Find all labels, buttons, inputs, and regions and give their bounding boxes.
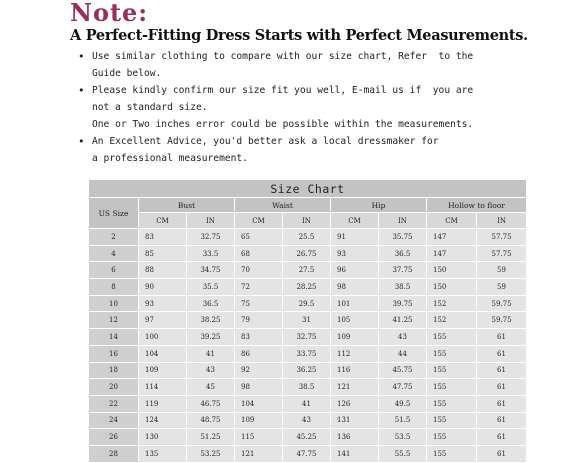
- measurement-cell: 115: [235, 429, 283, 446]
- us-size-cell: 12: [89, 312, 139, 329]
- table-row: [89, 412, 527, 429]
- measurement-cell: 100: [139, 329, 187, 346]
- group-header: Waist: [235, 198, 331, 213]
- measurement-cell: 155: [427, 445, 477, 462]
- measurement-cell: 155: [427, 395, 477, 412]
- measurement-cell: 119: [139, 395, 187, 412]
- measurement-cell: 104: [235, 395, 283, 412]
- note-line: Please kindly confirm our size fit you well, E-mail us if you are: [92, 85, 474, 96]
- table-row: [89, 312, 527, 329]
- measurement-cell: 97: [139, 312, 187, 329]
- measurement-cell: 61: [477, 412, 527, 429]
- measurement-cell: 39.75: [379, 295, 427, 312]
- measurement-cell: 126: [331, 395, 379, 412]
- measurement-cell: 104: [139, 345, 187, 362]
- measurement-cell: 135: [139, 445, 187, 462]
- measurement-cell: 155: [427, 379, 477, 396]
- measurement-cell: 61: [477, 445, 527, 462]
- measurement-cell: 136: [331, 429, 379, 446]
- table-row: [89, 345, 527, 362]
- measurement-cell: 47.75: [283, 445, 331, 462]
- note-line: Guide below.: [92, 68, 162, 79]
- measurement-cell: 32.75: [283, 329, 331, 346]
- unit-header: IN: [379, 213, 427, 229]
- measurement-cell: 29.5: [283, 295, 331, 312]
- bullet-icon: •: [78, 50, 85, 63]
- measurement-cell: 79: [235, 312, 283, 329]
- measurement-cell: 36.5: [379, 245, 427, 262]
- measurement-cell: 53.25: [187, 445, 235, 462]
- measurement-cell: 105: [331, 312, 379, 329]
- measurement-cell: 38.25: [187, 312, 235, 329]
- measurement-cell: 91: [331, 229, 379, 246]
- measurement-cell: 65: [235, 229, 283, 246]
- table-row: [89, 445, 527, 462]
- measurement-cell: 49.5: [379, 395, 427, 412]
- note-line: One or Two inches error could be possible within the measurements.: [92, 119, 474, 130]
- measurement-cell: 44: [379, 345, 427, 362]
- measurement-cell: 47.75: [379, 379, 427, 396]
- us-size-cell: 18: [89, 362, 139, 379]
- measurement-cell: 35.5: [187, 279, 235, 296]
- measurement-cell: 38.5: [379, 279, 427, 296]
- measurement-cell: 155: [427, 345, 477, 362]
- measurement-cell: 101: [331, 295, 379, 312]
- measurement-cell: 59.75: [477, 312, 527, 329]
- measurement-cell: 109: [235, 412, 283, 429]
- table-row: [89, 295, 527, 312]
- measurement-cell: 41.25: [379, 312, 427, 329]
- measurement-cell: 109: [331, 329, 379, 346]
- bullet-icon: •: [78, 135, 85, 148]
- measurement-cell: 61: [477, 429, 527, 446]
- unit-header: IN: [477, 213, 527, 229]
- measurement-cell: 92: [235, 362, 283, 379]
- unit-header: CM: [139, 213, 187, 229]
- measurement-cell: 51.25: [187, 429, 235, 446]
- measurement-cell: 39.25: [187, 329, 235, 346]
- measurement-cell: 98: [331, 279, 379, 296]
- measurement-cell: 86: [235, 345, 283, 362]
- measurement-cell: 59: [477, 279, 527, 296]
- measurement-cell: 96: [331, 262, 379, 279]
- measurement-cell: 26.75: [283, 245, 331, 262]
- us-size-cell: 10: [89, 295, 139, 312]
- measurement-cell: 25.5: [283, 229, 331, 246]
- measurement-cell: 33.5: [187, 245, 235, 262]
- size-chart-title: Size Chart: [89, 180, 527, 198]
- measurement-cell: 155: [427, 429, 477, 446]
- measurement-cell: 88: [139, 262, 187, 279]
- measurement-cell: 98: [235, 379, 283, 396]
- measurement-cell: 59.75: [477, 295, 527, 312]
- measurement-cell: 150: [427, 279, 477, 296]
- us-size-cell: 22: [89, 395, 139, 412]
- measurement-cell: 116: [331, 362, 379, 379]
- measurement-cell: 43: [379, 329, 427, 346]
- measurement-cell: 61: [477, 345, 527, 362]
- notes-list: [78, 48, 578, 167]
- measurement-cell: 121: [235, 445, 283, 462]
- table-row: [89, 229, 527, 246]
- headline: A Perfect-Fitting Dress Starts with Perfect Measurements.: [70, 27, 528, 44]
- note-line: a professional measurement.: [92, 153, 248, 164]
- measurement-cell: 53.5: [379, 429, 427, 446]
- measurement-cell: 83: [139, 229, 187, 246]
- measurement-cell: 147: [427, 229, 477, 246]
- measurement-cell: 41: [187, 345, 235, 362]
- measurement-cell: 31: [283, 312, 331, 329]
- measurement-cell: 121: [331, 379, 379, 396]
- measurement-cell: 32.75: [187, 229, 235, 246]
- measurement-cell: 28.25: [283, 279, 331, 296]
- measurement-cell: 85: [139, 245, 187, 262]
- note-line: An Excellent Advice, you'd better ask a local dressmaker for: [92, 136, 439, 147]
- measurement-cell: 37.75: [379, 262, 427, 279]
- table-row: [89, 362, 527, 379]
- measurement-cell: 93: [139, 295, 187, 312]
- us-size-cell: 28: [89, 445, 139, 462]
- measurement-cell: 155: [427, 329, 477, 346]
- table-row: [89, 329, 527, 346]
- measurement-cell: 83: [235, 329, 283, 346]
- measurement-cell: 72: [235, 279, 283, 296]
- measurement-cell: 45.75: [379, 362, 427, 379]
- table-row: [89, 429, 527, 446]
- unit-header: IN: [283, 213, 331, 229]
- measurement-cell: 61: [477, 379, 527, 396]
- table-row: [89, 395, 527, 412]
- measurement-cell: 41: [283, 395, 331, 412]
- measurement-cell: 155: [427, 412, 477, 429]
- table-row: [89, 262, 527, 279]
- unit-header: CM: [427, 213, 477, 229]
- measurement-cell: 45.25: [283, 429, 331, 446]
- size-chart-table: [88, 179, 527, 463]
- measurement-cell: 93: [331, 245, 379, 262]
- measurement-cell: 152: [427, 312, 477, 329]
- unit-header: CM: [235, 213, 283, 229]
- group-header: Hollow to floor: [427, 198, 527, 213]
- us-size-cell: 26: [89, 429, 139, 446]
- measurement-cell: 131: [331, 412, 379, 429]
- us-size-cell: 4: [89, 245, 139, 262]
- measurement-cell: 61: [477, 395, 527, 412]
- measurement-cell: 35.75: [379, 229, 427, 246]
- measurement-cell: 109: [139, 362, 187, 379]
- unit-header: CM: [331, 213, 379, 229]
- us-size-cell: 6: [89, 262, 139, 279]
- note-line: Use similar clothing to compare with our size chart, Refer to the: [92, 51, 474, 62]
- measurement-cell: 141: [331, 445, 379, 462]
- bullet-icon: •: [78, 84, 85, 97]
- measurement-cell: 43: [187, 362, 235, 379]
- note-item: [78, 82, 578, 116]
- table-row: [89, 245, 527, 262]
- measurement-cell: 59: [477, 262, 527, 279]
- measurement-cell: 150: [427, 262, 477, 279]
- measurement-cell: 38.5: [283, 379, 331, 396]
- measurement-cell: 147: [427, 245, 477, 262]
- measurement-cell: 130: [139, 429, 187, 446]
- measurement-cell: 112: [331, 345, 379, 362]
- measurement-cell: 45: [187, 379, 235, 396]
- measurement-cell: 155: [427, 362, 477, 379]
- measurement-cell: 152: [427, 295, 477, 312]
- us-size-cell: 14: [89, 329, 139, 346]
- measurement-cell: 51.5: [379, 412, 427, 429]
- measurement-cell: 48.75: [187, 412, 235, 429]
- measurement-cell: 36.25: [283, 362, 331, 379]
- note-line: not a standard size.: [92, 102, 208, 113]
- measurement-cell: 27.5: [283, 262, 331, 279]
- note-item: [78, 133, 578, 167]
- note-title: Note:: [70, 0, 149, 27]
- measurement-cell: 124: [139, 412, 187, 429]
- unit-header: IN: [187, 213, 235, 229]
- us-size-cell: 8: [89, 279, 139, 296]
- measurement-cell: 36.5: [187, 295, 235, 312]
- us-size-cell: 2: [89, 229, 139, 246]
- note-item: [78, 48, 578, 82]
- table-row: [89, 379, 527, 396]
- measurement-cell: 90: [139, 279, 187, 296]
- measurement-cell: 57.75: [477, 245, 527, 262]
- us-size-cell: 24: [89, 412, 139, 429]
- us-size-header: US Size: [89, 198, 139, 229]
- us-size-cell: 20: [89, 379, 139, 396]
- note-item: [78, 116, 578, 133]
- measurement-cell: 43: [283, 412, 331, 429]
- group-header: Hip: [331, 198, 427, 213]
- measurement-cell: 57.75: [477, 229, 527, 246]
- measurement-cell: 114: [139, 379, 187, 396]
- measurement-cell: 46.75: [187, 395, 235, 412]
- measurement-cell: 61: [477, 329, 527, 346]
- group-header: Bust: [139, 198, 235, 213]
- us-size-cell: 16: [89, 345, 139, 362]
- measurement-cell: 75: [235, 295, 283, 312]
- measurement-cell: 33.75: [283, 345, 331, 362]
- measurement-cell: 55.5: [379, 445, 427, 462]
- measurement-cell: 34.75: [187, 262, 235, 279]
- table-row: [89, 279, 527, 296]
- measurement-cell: 61: [477, 362, 527, 379]
- measurement-cell: 70: [235, 262, 283, 279]
- measurement-cell: 68: [235, 245, 283, 262]
